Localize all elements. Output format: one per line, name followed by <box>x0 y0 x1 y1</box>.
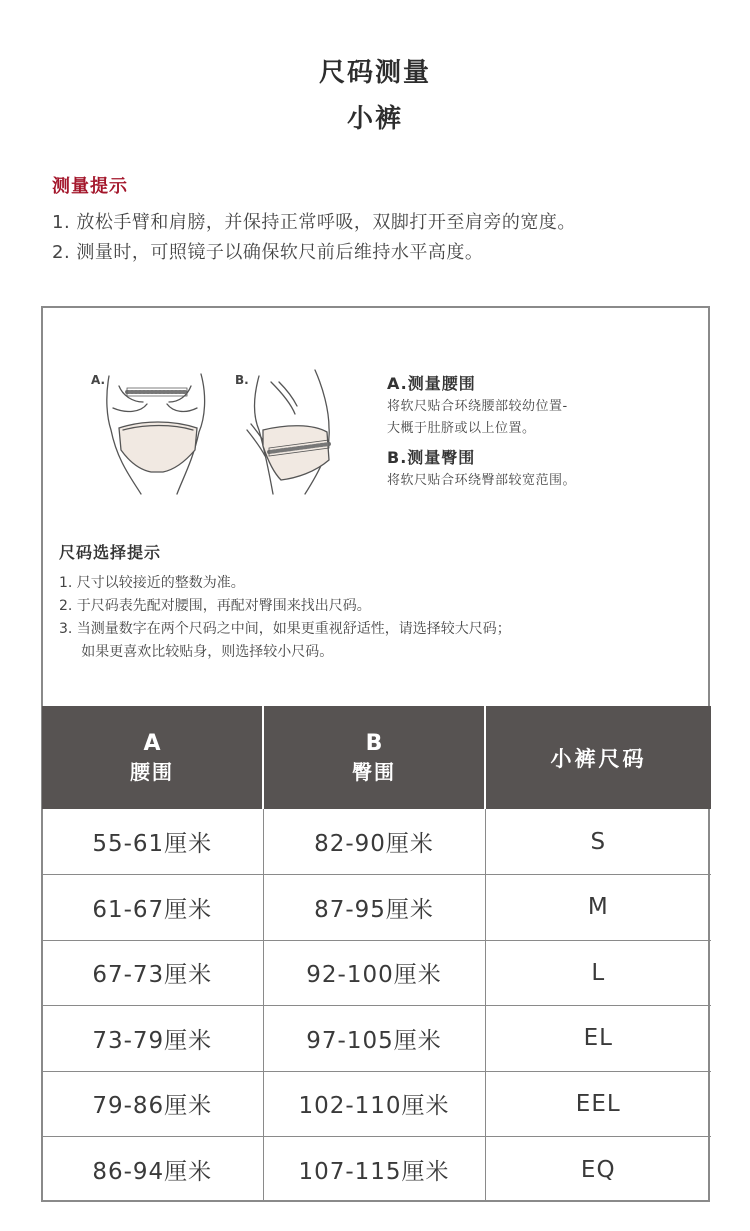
hip-cell: 97-105厘米 <box>263 1006 485 1072</box>
tip-item: 1. 放松手臂和肩膀，并保持正常呼吸，双脚打开至肩旁的宽度。 <box>52 212 576 233</box>
size-guide-panel <box>41 306 710 1202</box>
hip-measure-desc: 将软尺贴合环绕臀部较宽范围。 <box>387 473 577 488</box>
waist-header-letter: A <box>143 730 161 756</box>
illustration-label-b: B. <box>235 373 249 387</box>
waist-cell: 73-79厘米 <box>42 1006 263 1072</box>
hip-header-name: 臀围 <box>352 759 396 784</box>
hip-cell: 82-90厘米 <box>263 809 485 875</box>
size-cell: L <box>485 940 711 1006</box>
waist-measure-desc-line1: 将软尺贴合环绕腰部较幼位置- <box>387 399 568 414</box>
selection-item: 如果更喜欢比较贴身，则选择较小尺码。 <box>59 644 334 660</box>
size-cell: M <box>485 875 711 941</box>
illustration-label-a: A. <box>91 373 106 387</box>
measurement-instructions <box>387 372 687 492</box>
size-column-header <box>485 706 711 809</box>
size-table-header <box>42 706 711 809</box>
table-row <box>42 940 711 1006</box>
hip-figure <box>247 370 329 494</box>
measurement-illustration <box>83 368 383 498</box>
waist-cell: 55-61厘米 <box>42 809 263 875</box>
tip-item: 2. 测量时，可照镜子以确保软尺前后维持水平高度。 <box>52 242 484 263</box>
hip-measure-title: B.测量臀围 <box>387 448 476 467</box>
selection-list <box>59 572 699 664</box>
tips-heading: 测量提示 <box>52 176 128 197</box>
waist-measure-title: A.测量腰围 <box>387 374 476 393</box>
page-title: 尺码测量 <box>318 58 431 88</box>
size-cell: EEL <box>485 1071 711 1137</box>
size-header-name: 小裤尺码 <box>550 746 647 771</box>
table-row <box>42 875 711 941</box>
hip-cell: 102-110厘米 <box>263 1071 485 1137</box>
waist-column-header <box>42 706 263 809</box>
hip-cell: 87-95厘米 <box>263 875 485 941</box>
waist-cell: 86-94厘米 <box>42 1137 263 1203</box>
table-row <box>42 1137 711 1203</box>
selection-item: 2. 于尺码表先配对腰围，再配对臀围来找出尺码。 <box>59 598 371 614</box>
selection-heading: 尺码选择提示 <box>59 543 162 562</box>
waist-briefs <box>119 422 197 472</box>
size-cell: EL <box>485 1006 711 1072</box>
waist-measure-desc-line2: 大概于肚脐或以上位置。 <box>387 421 536 436</box>
page-subtitle: 小裤 <box>346 104 403 134</box>
hip-cell: 92-100厘米 <box>263 940 485 1006</box>
hip-column-header <box>263 706 485 809</box>
hip-header-letter: B <box>365 730 383 756</box>
table-row <box>42 1071 711 1137</box>
waist-figure <box>107 374 205 494</box>
size-cell: S <box>590 828 607 855</box>
waist-cell: 67-73厘米 <box>42 940 263 1006</box>
hip-cell: 107-115厘米 <box>263 1137 485 1203</box>
waist-cell: 79-86厘米 <box>42 1071 263 1137</box>
size-table <box>42 706 711 1202</box>
size-cell: EQ <box>485 1137 711 1203</box>
table-row <box>42 809 711 875</box>
tips-list <box>52 208 712 268</box>
waist-header-name: 腰围 <box>130 759 174 784</box>
waist-cell: 61-67厘米 <box>42 875 263 941</box>
table-row <box>42 1006 711 1072</box>
selection-item: 3. 当测量数字在两个尺码之中间，如果更重视舒适性，请选择较大尺码； <box>59 621 511 637</box>
selection-item: 1. 尺寸以较接近的整数为准。 <box>59 575 245 591</box>
